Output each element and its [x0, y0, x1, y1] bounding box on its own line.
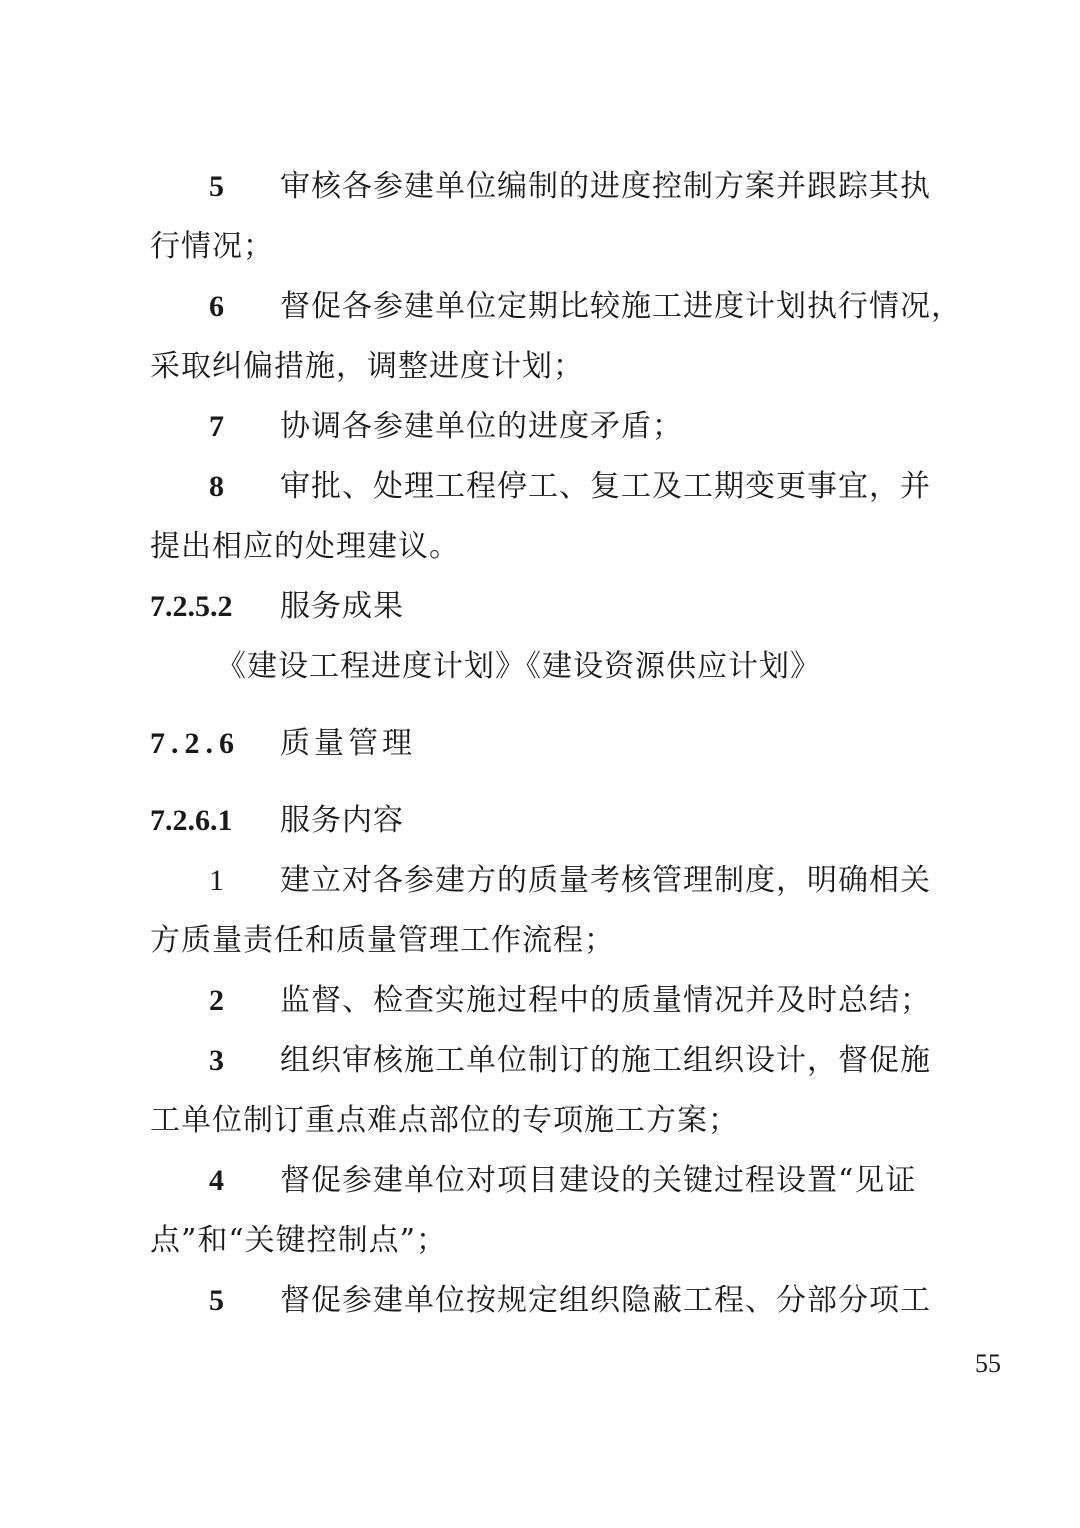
item-number: 2 — [209, 984, 224, 1017]
item-text: 督促参建单位按规定组织隐蔽工程、分部分项工 — [280, 1283, 931, 1318]
item-text: 督促各参建单位定期比较施工进度计划执行情况， — [280, 289, 962, 324]
item-number: 5 — [209, 1284, 224, 1317]
item-number: 6 — [209, 290, 224, 323]
item-text-continued: 采取纠偏措施，调整进度计划； — [150, 349, 584, 384]
section-number: 7.2.6 — [150, 727, 240, 760]
deliverables-text: 《建设工程进度计划》《建设资源供应计划》 — [216, 649, 821, 684]
item-number: 1 — [209, 864, 224, 897]
section-title: 服务成果 — [280, 589, 404, 624]
item-text: 督促参建单位对项目建设的关键过程设置“见证 — [280, 1163, 917, 1198]
item-number: 3 — [209, 1044, 224, 1077]
section-number: 7.2.5.2 — [150, 590, 233, 623]
item-number: 5 — [209, 170, 224, 203]
section-title: 质量管理 — [280, 726, 416, 761]
item-number: 7 — [209, 410, 224, 443]
item-text: 协调各参建单位的进度矛盾； — [280, 409, 683, 444]
item-text-continued: 点”和“关键控制点”； — [150, 1223, 448, 1258]
item-text: 组织审核施工单位制订的施工组织设计，督促施 — [280, 1043, 931, 1078]
item-text-continued: 工单位制订重点难点部位的专项施工方案； — [150, 1103, 739, 1138]
item-text-continued: 方质量责任和质量管理工作流程； — [150, 923, 615, 958]
item-text-continued: 行情况； — [150, 229, 274, 264]
item-text-continued: 提出相应的处理建议。 — [150, 529, 460, 564]
item-number: 8 — [209, 470, 224, 503]
item-number: 4 — [209, 1164, 224, 1197]
item-text: 建立对各参建方的质量考核管理制度，明确相关 — [280, 863, 931, 898]
item-text: 监督、检查实施过程中的质量情况并及时总结； — [280, 983, 931, 1018]
section-title: 服务内容 — [280, 803, 404, 838]
section-number: 7.2.6.1 — [150, 804, 233, 837]
page-number: 55 — [975, 1349, 1001, 1378]
item-text: 审核各参建单位编制的进度控制方案并跟踪其执 — [280, 169, 931, 204]
item-text: 审批、处理工程停工、复工及工期变更事宜，并 — [280, 469, 931, 504]
